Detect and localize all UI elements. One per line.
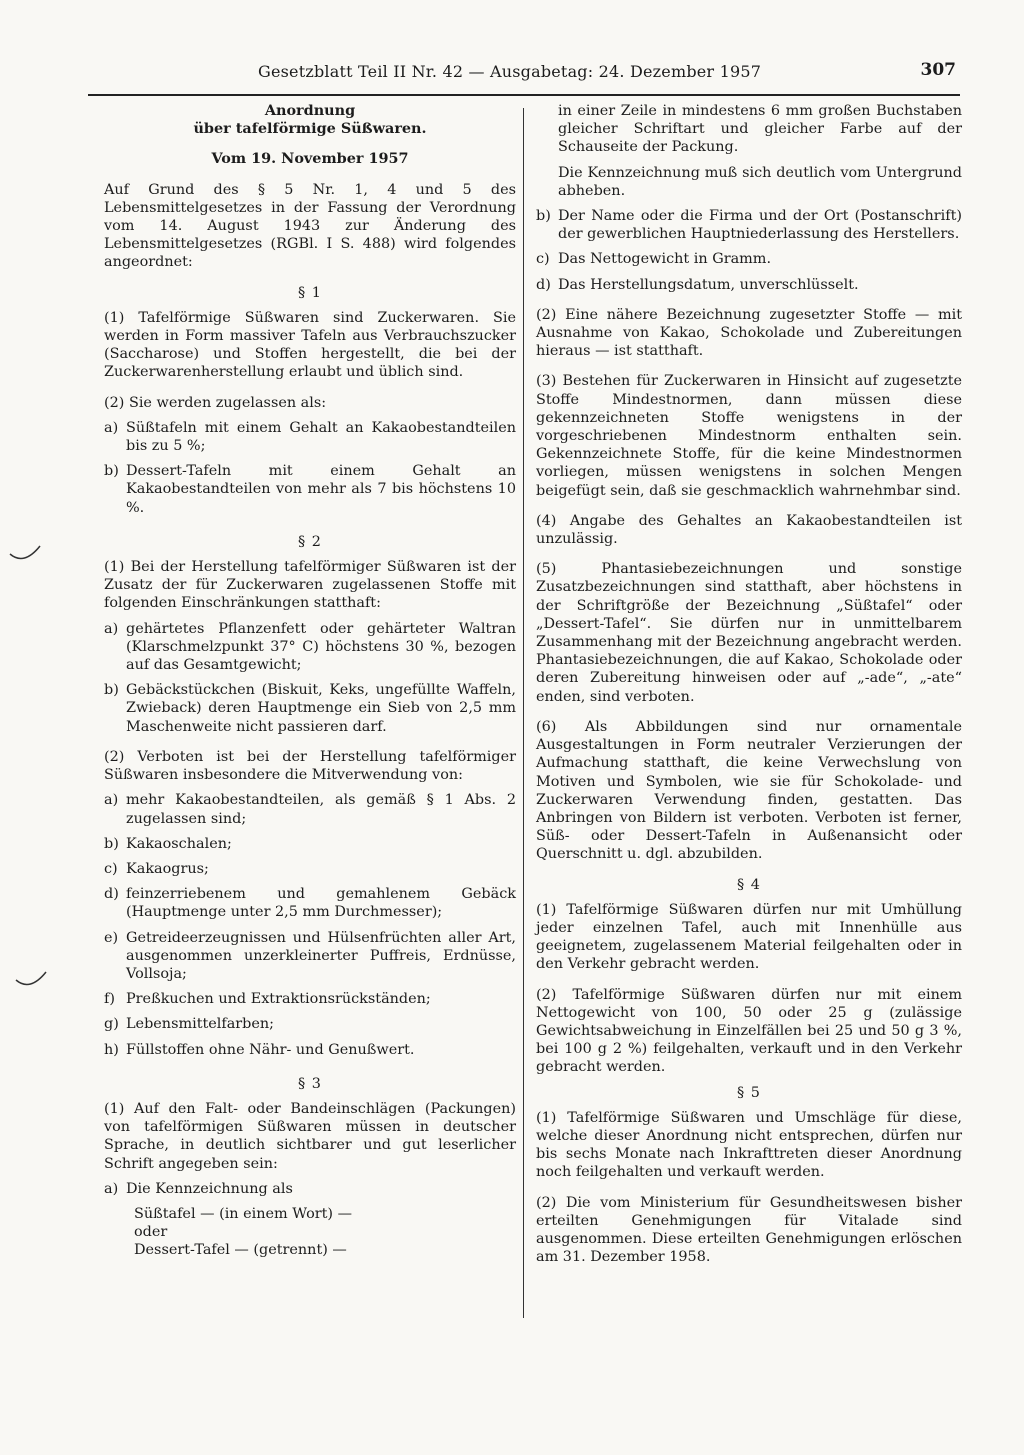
list-item <box>104 885 516 921</box>
section-5-para-2: (2) Die vom Ministerium für Gesundheitswesen bisher erteilten Genehmigungen für Vitalade sind ausgenommen. Diese erteilten Genehmigungen erlöschen am 31. Dezember 1958. <box>536 1194 962 1266</box>
list-label: b) <box>104 682 119 699</box>
list-label: a) <box>104 1180 119 1197</box>
list-text: Die Kennzeichnung als <box>126 1180 293 1197</box>
list-text: Dessert-Tafeln mit einem Gehalt an Kakaobestandteilen von mehr als 7 bis höchstens 10 %. <box>126 463 516 516</box>
list-label: e) <box>104 929 119 946</box>
margin-mark <box>14 966 48 990</box>
section-1-para-2: (2) Sie werden zugelassen als: <box>104 394 327 411</box>
section-1-title: § 1 <box>298 284 322 301</box>
list-item <box>104 1180 516 1198</box>
page-number: 307 <box>920 60 956 80</box>
list-item <box>104 419 516 455</box>
section-3-title: § 3 <box>298 1075 322 1092</box>
list-item <box>104 462 516 517</box>
list-text: gehärtetes Pflanzenfett oder gehärteter Waltran (Klarschmelzpunkt 37° C) höchstens 30 %, bezogen auf das Gesamtgewicht; <box>126 620 516 674</box>
list-text: Das Herstellungsdatum, unverschlüsselt. <box>558 276 859 293</box>
list-item <box>104 791 516 827</box>
list-label: c) <box>536 251 550 268</box>
list-label: a) <box>104 792 119 809</box>
ordinance-subheading: über tafelförmige Süßwaren. <box>193 120 427 138</box>
list-label: f) <box>104 991 115 1008</box>
list-item <box>104 681 516 736</box>
section-3-para-4: (4) Angabe des Gehaltes an Kakaobestandteilen ist unzulässig. <box>536 512 962 548</box>
section-3-para-1: (1) Auf den Falt- oder Bandeinschlägen (Packungen) von tafelförmigen Süßwaren müssen in deutscher Sprache, in deutlich sichtbarer und gut leserlicher Schrift angegeben sein: <box>104 1100 516 1172</box>
section-4-para-2: (2) Tafelförmige Süßwaren dürfen nur mit einem Nettogewicht von 100, 50 oder 25 g (zulässige Gewichtsabweichung in Einzelfällen bei 25 und 50 g 3 %, bei 100 g 2 %) feilgehalten, verkauft und in den Verkehr gebracht werden. <box>536 986 962 1076</box>
left-column <box>104 102 516 1260</box>
list-item <box>104 620 516 675</box>
section-3-para-3: (3) Bestehen für Zuckerwaren in Hinsicht auf zugesetzte Stoffe Mindestnormen, dann müssen diese gekennzeichneten Stoffe wenigstens in der vorgeschriebenen Mindestnorm enthalten sein. Gekennzeichnete Stoffe, für die keine Mindestnormen vorliegen, müssen wenigstens in solchen Mengen beigefügt sein, daß sie geschmacklich wahrnehmbar sind. <box>536 373 962 499</box>
designation-line-1: Süßtafel — (in einem Wort) — <box>134 1205 352 1222</box>
list-item <box>104 1015 516 1033</box>
designation-block <box>104 1205 516 1260</box>
designation-line-3: Dessert-Tafel — (getrennt) — <box>134 1242 347 1259</box>
header-title: Gesetzblatt Teil II Nr. 42 — Ausgabetag: 24. Dezember 1957 <box>258 62 762 81</box>
list-label: b) <box>104 463 119 480</box>
list-item <box>104 1041 516 1059</box>
list-text: Kakaoschalen; <box>126 835 232 852</box>
designation-line-2: oder <box>134 1224 168 1241</box>
ordinance-heading: Anordnung <box>264 102 356 119</box>
list-item <box>104 860 516 878</box>
right-column <box>536 102 962 1266</box>
list-text: Füllstoffen ohne Nähr- und Genußwert. <box>126 1041 415 1058</box>
column-divider <box>523 108 524 1318</box>
section-2-para-1: (1) Bei der Herstellung tafelförmiger Süßwaren ist der Zusatz der für Zuckerwaren zugelassenen Stoffe mit folgenden Einschränkungen statthaft: <box>104 559 516 612</box>
section-5-title: § 5 <box>737 1084 761 1101</box>
list-text: mehr Kakaobestandteilen, als gemäß § 1 Abs. 2 zugelassen sind; <box>126 792 516 827</box>
list-item <box>104 929 516 984</box>
list-text: Süßtafeln mit einem Gehalt an Kakaobestandteilen bis zu 5 %; <box>126 419 516 455</box>
list-item <box>104 990 516 1008</box>
list-text: Getreideerzeugnissen und Hülsenfrüchten aller Art, ausgenommen unzerkleinerter Puffreis, Erdnüsse, Vollsoja; <box>126 929 516 982</box>
section-4-title: § 4 <box>737 876 761 893</box>
section-4-para-1: (1) Tafelförmige Süßwaren dürfen nur mit Umhüllung jeder einzelnen Tafel, auch mit Innenhülle aus geeignetem, zugelassenem Material feilgehalten oder in den Verkehr gebracht werden. <box>536 901 962 973</box>
list-text: Preßkuchen und Extraktionsrückständen; <box>126 991 431 1008</box>
section-2-para-2: (2) Verboten ist bei der Herstellung tafelförmiger Süßwaren insbesondere die Mitverwendung von: <box>104 748 516 784</box>
list-item <box>536 276 962 294</box>
list-text: Gebäckstückchen (Biskuit, Keks, ungefüllte Waffeln, Zwieback) deren Hauptmenge ein Sieb von 2,5 mm Maschenweite nicht passieren darf. <box>126 682 516 735</box>
section-2-title: § 2 <box>298 533 322 550</box>
preamble: Auf Grund des § 5 Nr. 1, 4 und 5 des Lebensmittelgesetzes in der Fassung der Verordnung vom 14. August 1943 zur Änderung des Lebensmittelgesetzes (RGBl. I S. 488) wird folgendes angeordnet: <box>104 181 516 271</box>
margin-mark <box>8 540 42 564</box>
list-item <box>536 250 962 268</box>
section-3-para-2: (2) Eine nähere Bezeichnung zugesetzter Stoffe — mit Ausnahme von Kakao, Schokolade und Zubereitungen hieraus — ist statthaft. <box>536 306 962 360</box>
list-label: d) <box>104 886 119 903</box>
ordinance-date: Vom 19. November 1957 <box>211 150 409 168</box>
list-label: d) <box>536 276 551 293</box>
list-label: a) <box>104 419 119 436</box>
list-text: feinzerriebenem und gemahlenem Gebäck (Hauptmenge unter 2,5 mm Durchmesser); <box>126 886 516 921</box>
continuation-text-2: Die Kennzeichnung muß sich deutlich vom Untergrund abheben. <box>558 164 962 199</box>
list-item <box>104 835 516 853</box>
list-text: Der Name oder die Firma und der Ort (Postanschrift) der gewerblichen Hauptniederlassung des Herstellers. <box>558 208 962 243</box>
list-label: b) <box>104 835 119 852</box>
list-label: b) <box>536 208 551 225</box>
page-header <box>88 62 960 96</box>
list-label: c) <box>104 860 118 877</box>
section-1-para-1: (1) Tafelförmige Süßwaren sind Zuckerwaren. Sie werden in Form massiver Tafeln aus Verbrauchszucker (Saccharose) und Stoffen hergestellt, die bei der Zuckerwarenherstellung erlaubt und üblich sind. <box>104 309 516 381</box>
section-3-para-5: (5) Phantasiebezeichnungen und sonstige Zusatzbezeichnungen sind statthaft, aber höchstens in der Schriftgröße der Bezeichnung „Süßtafel“ oder „Dessert-Tafel“. Sie dürfen nur in unmittelbarem Zusammenhang mit der Bezeichnung angebracht werden. Phantasiebezeichnungen, die auf Kakao, Schokolade oder deren Zubereitung hinweisen oder auf „-ade“, „-ate“ enden, sind verboten. <box>536 561 962 705</box>
list-text: Kakaogrus; <box>126 860 209 877</box>
list-text: Lebensmittelfarben; <box>126 1016 275 1033</box>
continuation-text: in einer Zeile in mindestens 6 mm großen Buchstaben gleicher Schriftart und gleicher Farbe auf der Schauseite der Packung. <box>558 103 962 156</box>
list-label: h) <box>104 1041 119 1058</box>
section-3-para-6: (6) Als Abbildungen sind nur ornamentale Ausgestaltungen in Form neutraler Verzierungen der Aufmachung statthaft, die keine Verwechslung von Motiven und Symbolen, wie sie für Schokolade- und Zuckerwaren Verwendung finden, gestatten. Das Anbringen von Bildern ist verboten. Verboten ist ferner, Süß- oder Dessert-Tafeln in Außenansicht oder Querschnitt u. dgl. abzubilden. <box>536 718 962 863</box>
list-label: a) <box>104 620 119 637</box>
list-item <box>536 207 962 243</box>
list-text: Das Nettogewicht in Gramm. <box>558 251 772 268</box>
section-5-para-1: (1) Tafelförmige Süßwaren und Umschläge für diese, welche dieser Anordnung nicht entsprechen, dürfen nur bis sechs Monate nach Inkrafttreten dieser Anordnung noch feilgehalten und verkauft werden. <box>536 1109 962 1181</box>
list-label: g) <box>104 1016 119 1033</box>
